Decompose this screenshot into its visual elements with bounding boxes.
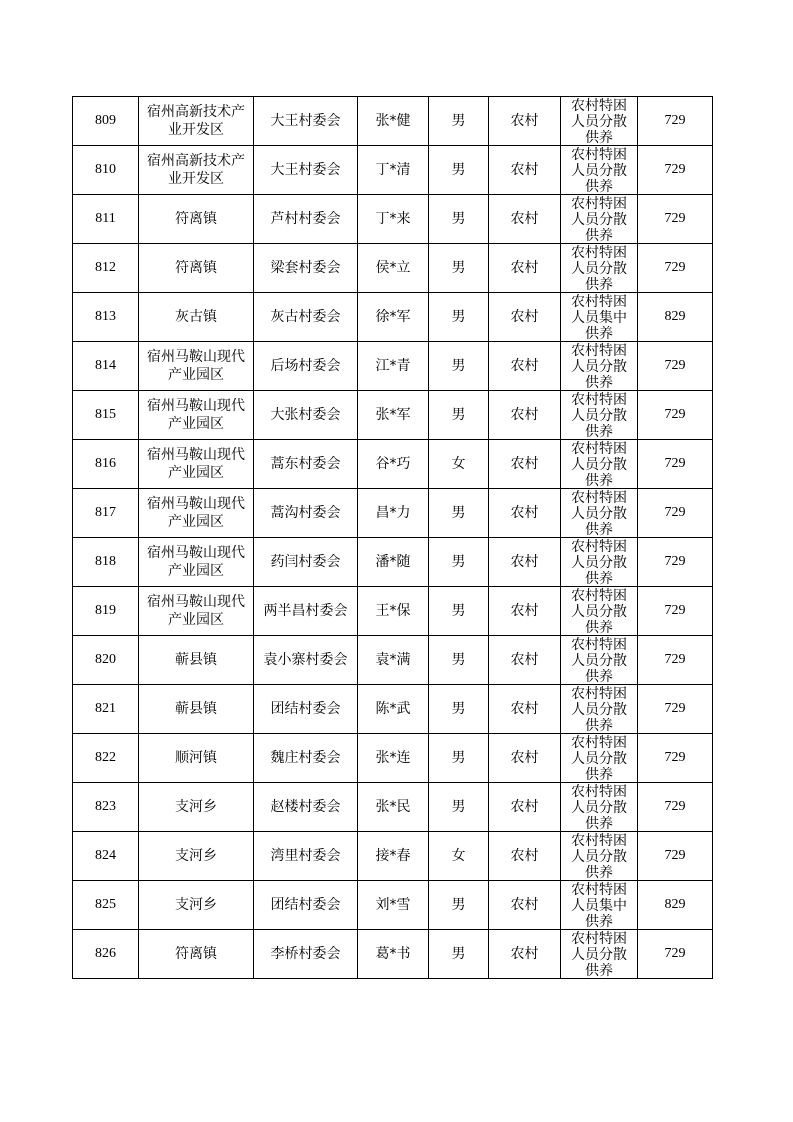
recipient-name-cell: 葛*书 [358, 930, 429, 979]
support-type-cell [561, 489, 638, 538]
support-type-cell [561, 832, 638, 881]
recipient-name-cell: 丁*清 [358, 146, 429, 195]
town-cell [139, 881, 254, 930]
gender-cell: 女 [429, 440, 489, 489]
town-text: 符离镇 [175, 946, 217, 962]
support-type-cell [561, 783, 638, 832]
area-type-cell: 农村 [489, 293, 561, 342]
support-type-cell [561, 244, 638, 293]
serial-number-cell: 811 [73, 195, 139, 244]
serial-number-cell: 823 [73, 783, 139, 832]
support-type-text: 农村特困人员分散供养 [571, 833, 627, 879]
area-type-cell: 农村 [489, 391, 561, 440]
serial-number-cell: 812 [73, 244, 139, 293]
area-type-cell: 农村 [489, 832, 561, 881]
amount-cell: 729 [638, 832, 713, 881]
serial-number-cell: 815 [73, 391, 139, 440]
village-committee-cell: 团结村委会 [254, 881, 358, 930]
recipient-name-cell: 袁*满 [358, 636, 429, 685]
gender-cell: 男 [429, 587, 489, 636]
gender-cell: 男 [429, 930, 489, 979]
support-type-cell [561, 881, 638, 930]
table-row [73, 587, 713, 636]
area-type-cell: 农村 [489, 587, 561, 636]
serial-number-cell: 818 [73, 538, 139, 587]
recipient-name-cell: 侯*立 [358, 244, 429, 293]
village-committee-cell: 大王村委会 [254, 97, 358, 146]
recipient-name-cell: 陈*武 [358, 685, 429, 734]
town-cell [139, 832, 254, 881]
amount-cell: 729 [638, 342, 713, 391]
serial-number-cell: 825 [73, 881, 139, 930]
serial-number-cell: 817 [73, 489, 139, 538]
village-committee-cell: 袁小寨村委会 [254, 636, 358, 685]
table-row [73, 489, 713, 538]
village-committee-cell: 大张村委会 [254, 391, 358, 440]
town-cell [139, 97, 254, 146]
town-text: 蕲县镇 [175, 652, 217, 668]
gender-cell: 男 [429, 734, 489, 783]
support-type-text: 农村特困人员集中供养 [571, 882, 627, 928]
support-type-text: 农村特困人员分散供养 [571, 98, 627, 144]
town-cell [139, 440, 254, 489]
village-committee-cell: 团结村委会 [254, 685, 358, 734]
gender-cell: 男 [429, 538, 489, 587]
serial-number-cell: 826 [73, 930, 139, 979]
town-text: 宿州高新技术产业开发区 [147, 153, 245, 187]
table-row [73, 293, 713, 342]
amount-cell: 729 [638, 97, 713, 146]
town-text: 灰古镇 [175, 309, 217, 325]
support-type-text: 农村特困人员分散供养 [571, 245, 627, 291]
area-type-cell: 农村 [489, 685, 561, 734]
village-committee-cell: 药闫村委会 [254, 538, 358, 587]
area-type-cell: 农村 [489, 97, 561, 146]
gender-cell: 男 [429, 195, 489, 244]
support-type-text: 农村特困人员分散供养 [571, 931, 627, 977]
support-type-text: 农村特困人员分散供养 [571, 490, 627, 536]
town-text: 顺河镇 [175, 750, 217, 766]
town-text: 宿州马鞍山现代产业园区 [147, 496, 245, 530]
amount-cell: 729 [638, 195, 713, 244]
town-cell [139, 293, 254, 342]
town-text: 支河乡 [175, 799, 217, 815]
amount-cell: 729 [638, 489, 713, 538]
area-type-cell: 农村 [489, 244, 561, 293]
table-row [73, 538, 713, 587]
table-row [73, 832, 713, 881]
support-type-text: 农村特困人员分散供养 [571, 343, 627, 389]
table-row [73, 881, 713, 930]
amount-cell: 729 [638, 930, 713, 979]
amount-cell: 729 [638, 146, 713, 195]
village-committee-cell: 李桥村委会 [254, 930, 358, 979]
table-row [73, 636, 713, 685]
table-body [73, 97, 713, 979]
recipient-name-cell: 张*军 [358, 391, 429, 440]
support-type-cell [561, 146, 638, 195]
area-type-cell: 农村 [489, 195, 561, 244]
area-type-cell: 农村 [489, 538, 561, 587]
town-cell [139, 195, 254, 244]
amount-cell: 729 [638, 783, 713, 832]
table-row [73, 195, 713, 244]
village-committee-cell: 大王村委会 [254, 146, 358, 195]
support-type-text: 农村特困人员分散供养 [571, 392, 627, 438]
support-type-cell [561, 685, 638, 734]
town-cell [139, 146, 254, 195]
amount-cell: 729 [638, 685, 713, 734]
table-row [73, 391, 713, 440]
recipient-name-cell: 丁*来 [358, 195, 429, 244]
serial-number-cell: 813 [73, 293, 139, 342]
gender-cell: 女 [429, 832, 489, 881]
support-type-text: 农村特困人员分散供养 [571, 539, 627, 585]
support-type-text: 农村特困人员分散供养 [571, 196, 627, 242]
gender-cell: 男 [429, 97, 489, 146]
amount-cell: 729 [638, 538, 713, 587]
support-type-text: 农村特困人员分散供养 [571, 784, 627, 830]
town-text: 符离镇 [175, 211, 217, 227]
town-text: 宿州马鞍山现代产业园区 [147, 398, 245, 432]
recipient-name-cell: 昌*力 [358, 489, 429, 538]
support-type-cell [561, 293, 638, 342]
gender-cell: 男 [429, 146, 489, 195]
area-type-cell: 农村 [489, 636, 561, 685]
document-page [72, 96, 712, 979]
recipient-name-cell: 谷*巧 [358, 440, 429, 489]
support-type-cell [561, 636, 638, 685]
amount-cell: 729 [638, 440, 713, 489]
gender-cell: 男 [429, 391, 489, 440]
serial-number-cell: 814 [73, 342, 139, 391]
recipient-name-cell: 接*春 [358, 832, 429, 881]
town-cell [139, 587, 254, 636]
town-cell [139, 734, 254, 783]
amount-cell: 729 [638, 636, 713, 685]
village-committee-cell: 灰古村委会 [254, 293, 358, 342]
support-type-text: 农村特困人员分散供养 [571, 735, 627, 781]
town-text: 宿州马鞍山现代产业园区 [147, 545, 245, 579]
village-committee-cell: 两半昌村委会 [254, 587, 358, 636]
support-type-cell [561, 391, 638, 440]
village-committee-cell: 蒿沟村委会 [254, 489, 358, 538]
table-row [73, 734, 713, 783]
serial-number-cell: 820 [73, 636, 139, 685]
amount-cell: 729 [638, 244, 713, 293]
amount-cell: 729 [638, 734, 713, 783]
table-row [73, 930, 713, 979]
town-cell [139, 489, 254, 538]
serial-number-cell: 809 [73, 97, 139, 146]
table-row [73, 440, 713, 489]
village-committee-cell: 蒿东村委会 [254, 440, 358, 489]
area-type-cell: 农村 [489, 489, 561, 538]
serial-number-cell: 821 [73, 685, 139, 734]
support-type-cell [561, 930, 638, 979]
table-row [73, 244, 713, 293]
serial-number-cell: 819 [73, 587, 139, 636]
recipient-name-cell: 王*保 [358, 587, 429, 636]
area-type-cell: 农村 [489, 881, 561, 930]
support-type-cell [561, 97, 638, 146]
town-cell [139, 685, 254, 734]
support-type-cell [561, 538, 638, 587]
area-type-cell: 农村 [489, 734, 561, 783]
support-type-cell [561, 734, 638, 783]
recipient-name-cell: 张*民 [358, 783, 429, 832]
village-committee-cell: 芦村村委会 [254, 195, 358, 244]
gender-cell: 男 [429, 783, 489, 832]
gender-cell: 男 [429, 636, 489, 685]
serial-number-cell: 810 [73, 146, 139, 195]
town-text: 蕲县镇 [175, 701, 217, 717]
town-text: 宿州马鞍山现代产业园区 [147, 447, 245, 481]
town-text: 宿州高新技术产业开发区 [147, 104, 245, 138]
support-type-cell [561, 587, 638, 636]
amount-cell: 729 [638, 587, 713, 636]
recipient-name-cell: 潘*随 [358, 538, 429, 587]
town-cell [139, 783, 254, 832]
area-type-cell: 农村 [489, 930, 561, 979]
village-committee-cell: 魏庄村委会 [254, 734, 358, 783]
village-committee-cell: 后场村委会 [254, 342, 358, 391]
support-type-cell [561, 195, 638, 244]
table-row [73, 783, 713, 832]
support-type-text: 农村特困人员分散供养 [571, 147, 627, 193]
town-cell [139, 244, 254, 293]
town-text: 支河乡 [175, 897, 217, 913]
support-type-text: 农村特困人员分散供养 [571, 588, 627, 634]
gender-cell: 男 [429, 342, 489, 391]
area-type-cell: 农村 [489, 440, 561, 489]
village-committee-cell: 赵楼村委会 [254, 783, 358, 832]
gender-cell: 男 [429, 489, 489, 538]
town-cell [139, 930, 254, 979]
recipient-name-cell: 刘*雪 [358, 881, 429, 930]
town-text: 符离镇 [175, 260, 217, 276]
support-type-cell [561, 440, 638, 489]
amount-cell: 829 [638, 293, 713, 342]
amount-cell: 829 [638, 881, 713, 930]
gender-cell: 男 [429, 881, 489, 930]
table-row [73, 342, 713, 391]
town-text: 宿州马鞍山现代产业园区 [147, 594, 245, 628]
table-row [73, 97, 713, 146]
village-committee-cell: 梁套村委会 [254, 244, 358, 293]
table-row [73, 146, 713, 195]
amount-cell: 729 [638, 391, 713, 440]
town-cell [139, 538, 254, 587]
serial-number-cell: 816 [73, 440, 139, 489]
serial-number-cell: 824 [73, 832, 139, 881]
support-type-text: 农村特困人员分散供养 [571, 686, 627, 732]
support-type-text: 农村特困人员集中供养 [571, 294, 627, 340]
town-text: 宿州马鞍山现代产业园区 [147, 349, 245, 383]
recipient-name-cell: 江*青 [358, 342, 429, 391]
town-cell [139, 636, 254, 685]
relief-recipient-table [72, 96, 713, 979]
gender-cell: 男 [429, 293, 489, 342]
village-committee-cell: 湾里村委会 [254, 832, 358, 881]
town-cell [139, 342, 254, 391]
area-type-cell: 农村 [489, 146, 561, 195]
recipient-name-cell: 张*健 [358, 97, 429, 146]
area-type-cell: 农村 [489, 783, 561, 832]
town-cell [139, 391, 254, 440]
support-type-text: 农村特困人员分散供养 [571, 637, 627, 683]
recipient-name-cell: 张*连 [358, 734, 429, 783]
recipient-name-cell: 徐*军 [358, 293, 429, 342]
town-text: 支河乡 [175, 848, 217, 864]
table-row [73, 685, 713, 734]
area-type-cell: 农村 [489, 342, 561, 391]
gender-cell: 男 [429, 685, 489, 734]
support-type-cell [561, 342, 638, 391]
support-type-text: 农村特困人员分散供养 [571, 441, 627, 487]
gender-cell: 男 [429, 244, 489, 293]
serial-number-cell: 822 [73, 734, 139, 783]
